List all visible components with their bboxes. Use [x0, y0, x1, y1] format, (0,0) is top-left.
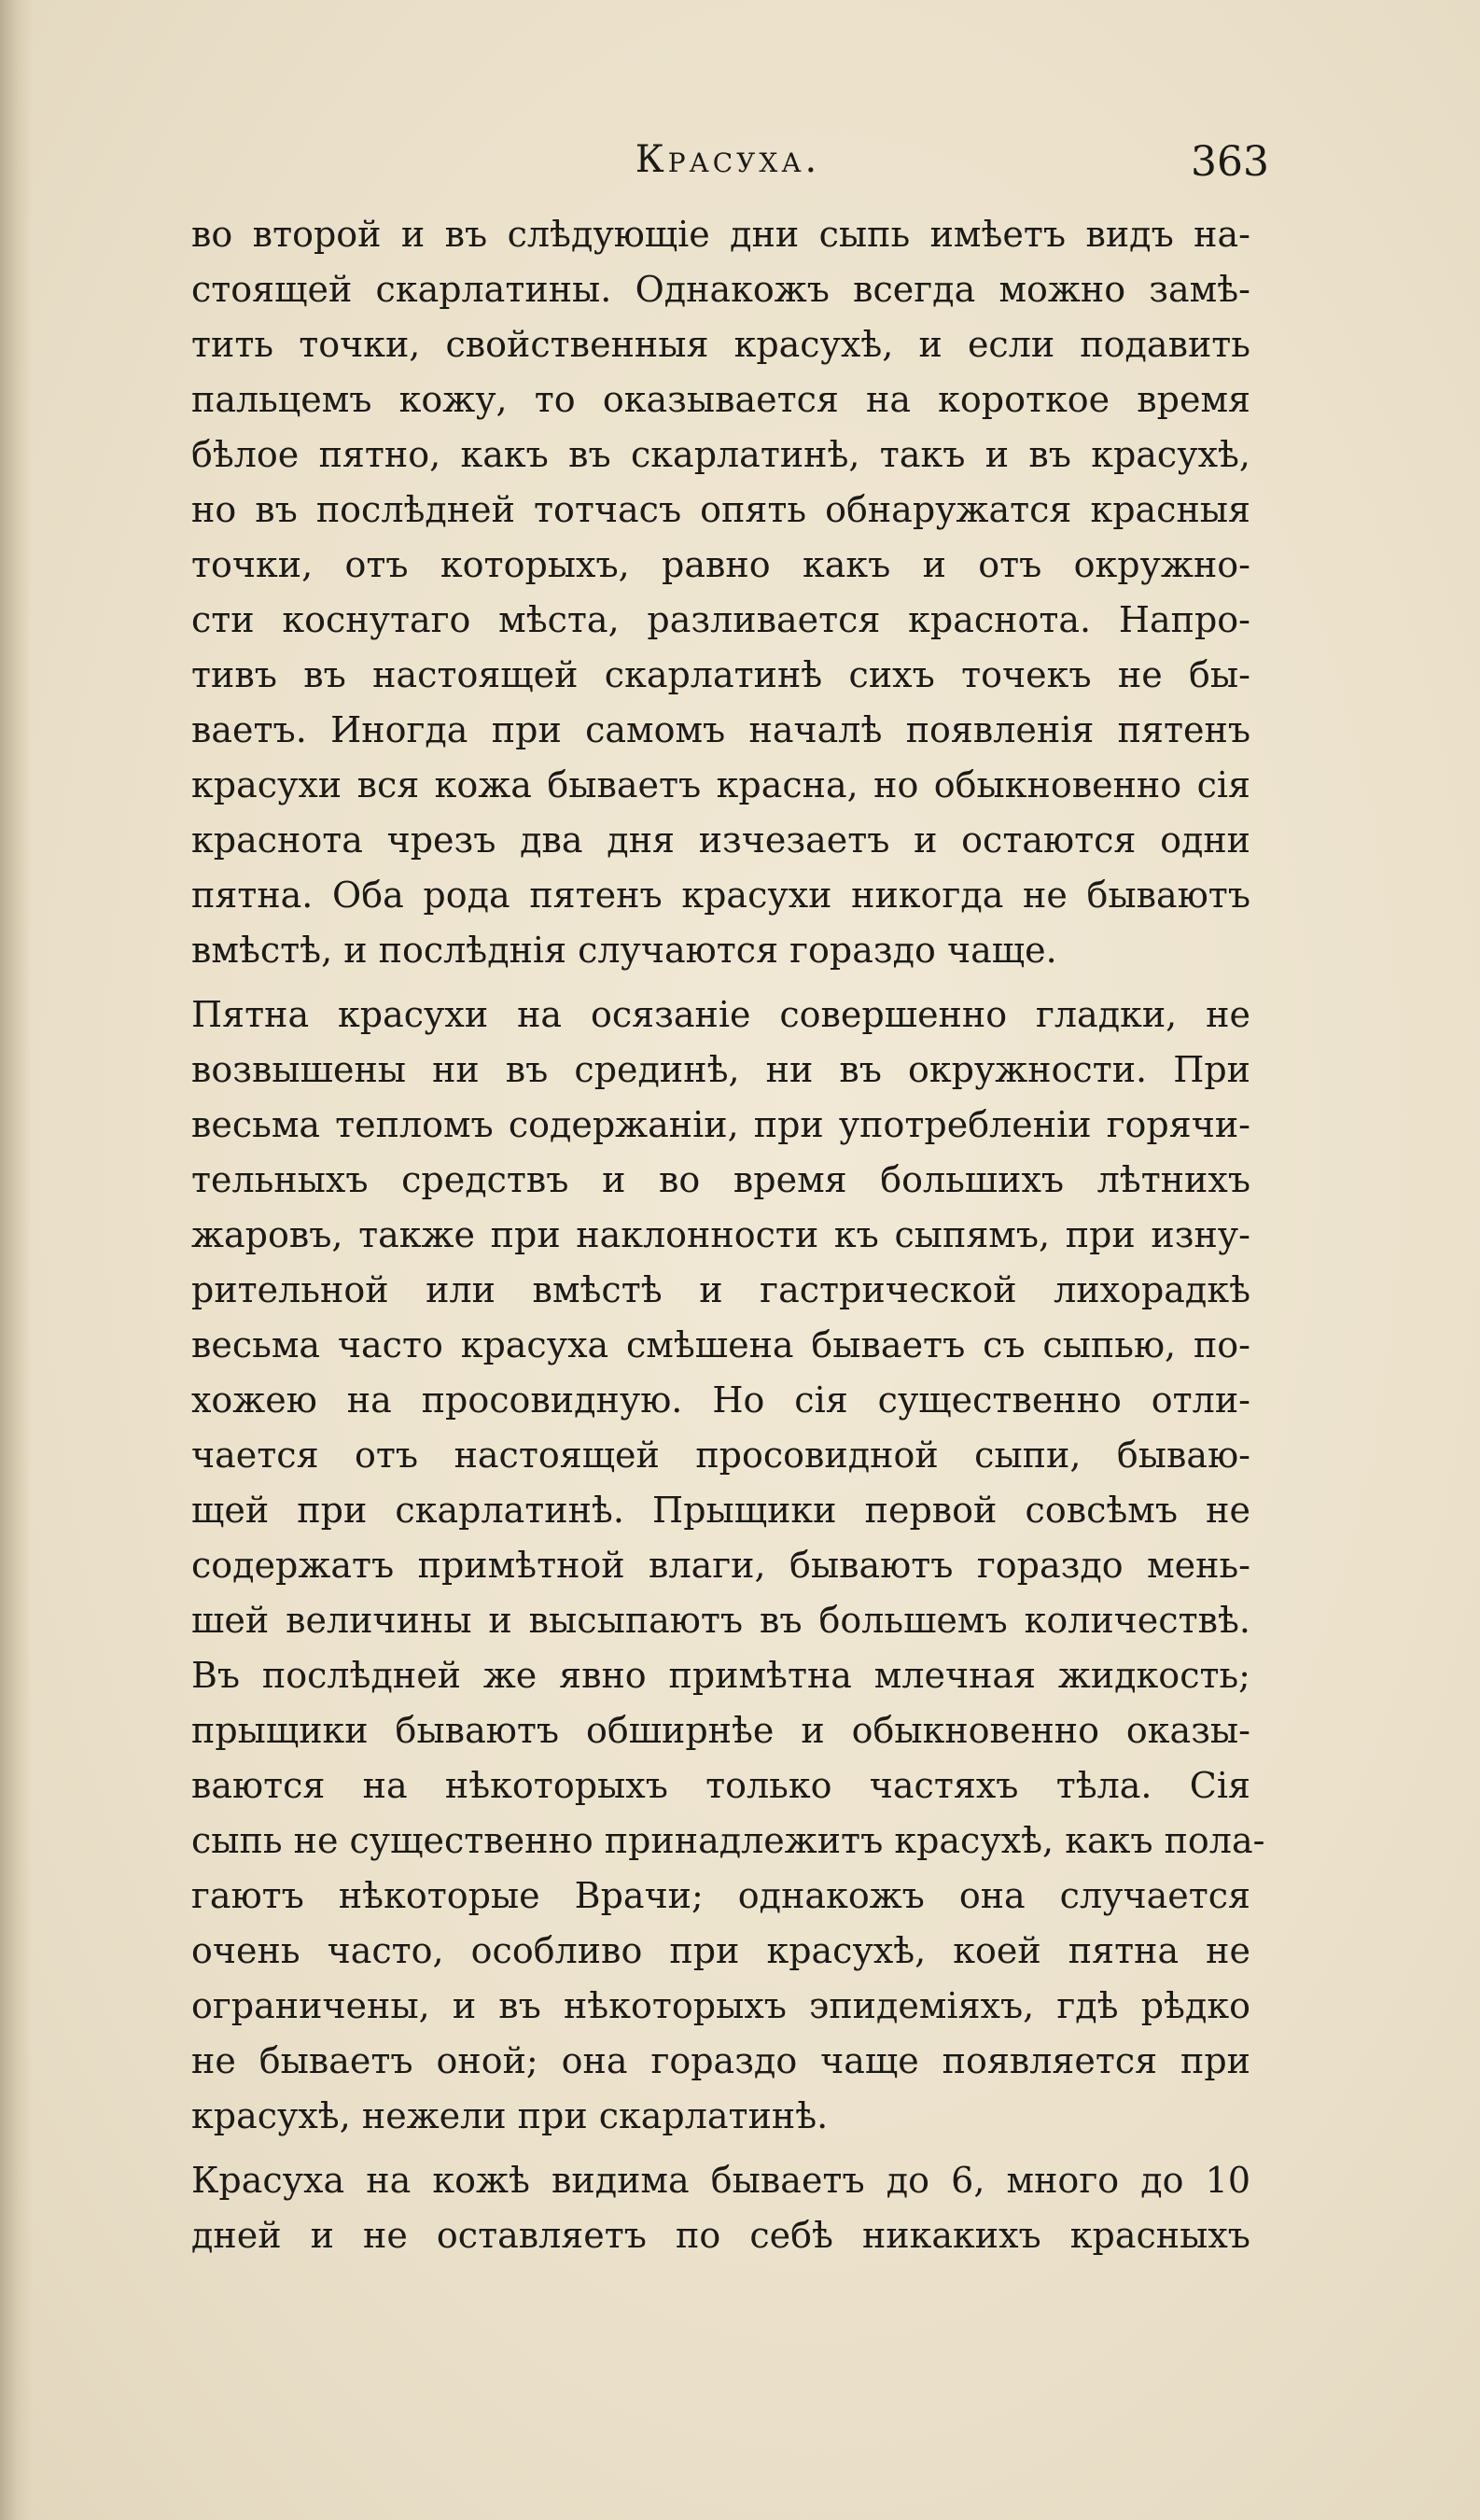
- text-line: очень часто, особливо при красухѣ, коей пятна не: [191, 1930, 1250, 1971]
- text-line: весьма часто красуха смѣшена бываетъ съ сыпью, по-: [191, 1324, 1250, 1365]
- text-line: но въ послѣдней тотчасъ опять обнаружатся красныя: [191, 489, 1250, 530]
- paragraph-gap: [191, 978, 1250, 987]
- text-line: не бываетъ оной; она гораздо чаще появляется при: [191, 2040, 1250, 2081]
- paragraph-gap: [191, 2144, 1250, 2153]
- text-line: пальцемъ кожу, то оказывается на короткое время: [191, 379, 1250, 420]
- text-line: чается отъ настоящей просовидной сыпи, бываю-: [191, 1435, 1250, 1476]
- text-line: красухѣ, нежели при скарлатинѣ.: [191, 2095, 829, 2136]
- text-line: рительной или вмѣстѣ и гастрической лихорадкѣ: [191, 1269, 1250, 1310]
- paragraph: [191, 987, 1265, 2144]
- text-line: сти коснутаго мѣста, разливается краснота. Напро-: [191, 599, 1250, 640]
- text-line: ограничены, и въ нѣкоторыхъ эпидеміяхъ, гдѣ рѣдко: [191, 1985, 1250, 2026]
- text-line: Въ послѣдней же явно примѣтна млечная жидкость;: [191, 1655, 1250, 1696]
- page-header: [187, 138, 1269, 203]
- paragraph: [191, 207, 1250, 978]
- text-line: Пятна красухи на осязаніе совершенно гладки, не: [191, 994, 1250, 1035]
- text-line: гаютъ нѣкоторые Врачи; однакожъ она случается: [191, 1875, 1250, 1916]
- text-line: ваетъ. Иногда при самомъ началѣ появленія пятенъ: [191, 709, 1250, 750]
- text-line: сыпь не существенно принадлежитъ красухѣ, какъ пола-: [191, 1820, 1265, 1861]
- text-line: прыщики бываютъ обширнѣе и обыкновенно оказы-: [191, 1710, 1250, 1751]
- text-line: точки, отъ которыхъ, равно какъ и отъ окружно-: [191, 544, 1250, 585]
- paragraph: [191, 2153, 1250, 2263]
- text-line: возвышены ни въ срединѣ, ни въ окружности. При: [191, 1049, 1250, 1090]
- text-line: щей при скарлатинѣ. Прыщики первой совсѣмъ не: [191, 1490, 1250, 1531]
- text-line: дней и не оставляетъ по себѣ никакихъ красныхъ: [191, 2215, 1250, 2256]
- text-line: хожею на просовидную. Но сія существенно отли-: [191, 1379, 1250, 1421]
- text-line: во второй и въ слѣдующіе дни сыпь имѣетъ видъ на-: [191, 214, 1250, 255]
- page-number: 363: [1191, 138, 1269, 186]
- text-line: тельныхъ средствъ и во время большихъ лѣтнихъ: [191, 1159, 1250, 1200]
- text-line: красухи вся кожа бываетъ красна, но обыкновенно сія: [191, 764, 1250, 805]
- page-gutter-shadow: [0, 0, 32, 2520]
- text-line: стоящей скарлатины. Однакожъ всегда можно замѣ-: [191, 269, 1250, 310]
- text-line: содержатъ примѣтной влаги, бываютъ гораздо мень-: [191, 1545, 1250, 1586]
- text-line: Красуха на кожѣ видима бываетъ до 6, много до 10: [191, 2160, 1250, 2201]
- text-line: шей величины и высыпаютъ въ большемъ количествѣ.: [191, 1600, 1250, 1641]
- text-line: краснота чрезъ два дня изчезаетъ и остаются одни: [191, 819, 1250, 861]
- text-line: весьма тепломъ содержаніи, при употребленіи горячи-: [191, 1104, 1250, 1145]
- running-title: Красуха.: [635, 138, 821, 181]
- text-line: тивъ въ настоящей скарлатинѣ сихъ точекъ не бы-: [191, 654, 1250, 695]
- text-line: вмѣстѣ, и послѣднія случаются гораздо чаще.: [191, 930, 1057, 971]
- text-line: бѣлое пятно, какъ въ скарлатинѣ, такъ и въ красухѣ,: [191, 434, 1250, 475]
- text-line: тить точки, свойственныя красухѣ, и если подавить: [191, 324, 1250, 365]
- text-line: жаровъ, также при наклонности къ сыпямъ, при изну-: [191, 1214, 1250, 1255]
- text-line: ваются на нѣкоторыхъ только частяхъ тѣла. Сія: [191, 1765, 1250, 1806]
- text-line: пятна. Оба рода пятенъ красухи никогда не бываютъ: [191, 875, 1250, 916]
- body-text: [191, 207, 1265, 2263]
